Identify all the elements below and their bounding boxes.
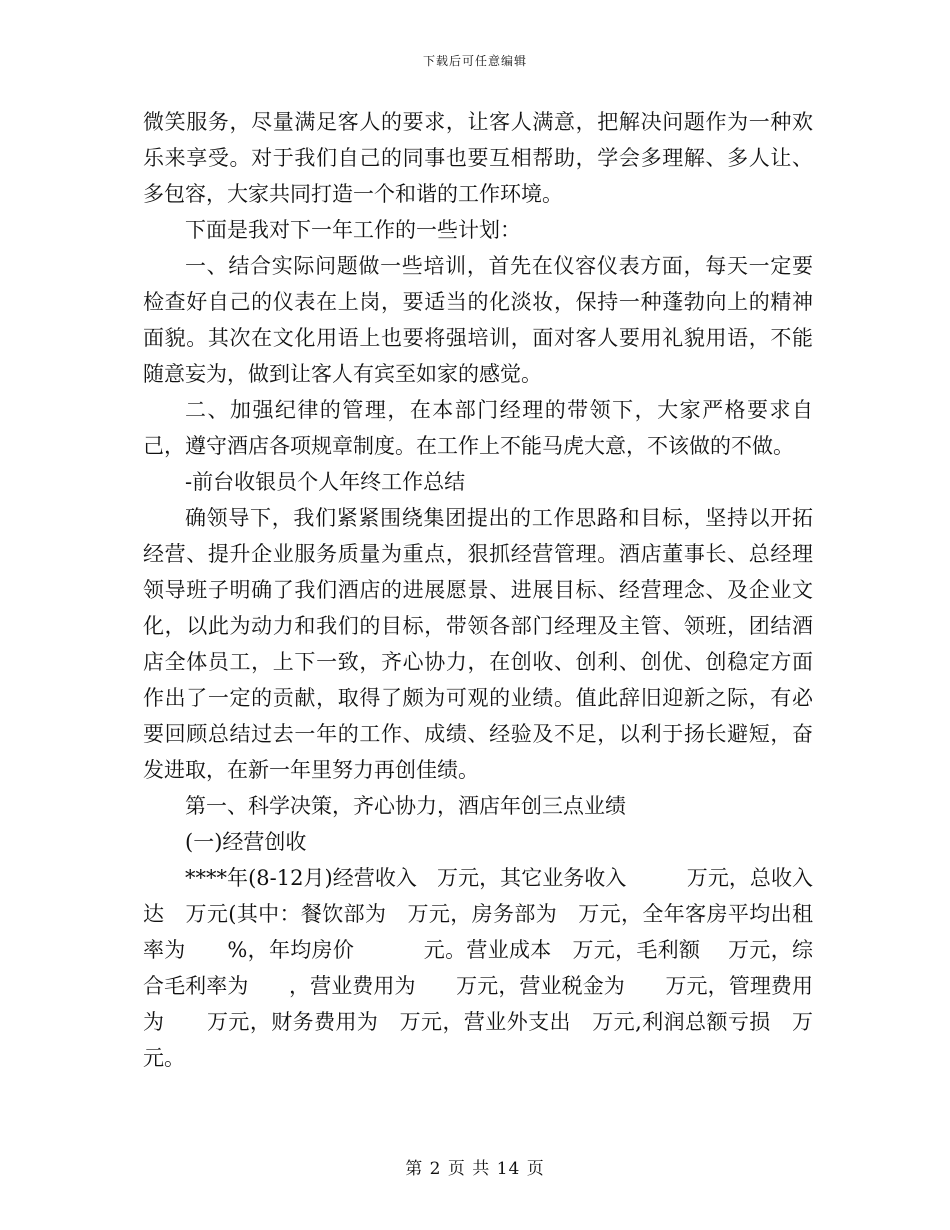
document-body	[143, 104, 813, 1076]
paragraph-1: 微笑服务，尽量满足客人的要求，让客人满意，把解决问题作为一种欢乐来享受。对于我们自己的同事也要互相帮助，学会多理解、多人让、多包容，大家共同打造一个和谐的工作环境。	[143, 110, 813, 206]
paragraph-6: 确领导下，我们紧紧围绕集团提出的工作思路和目标，坚持以开拓经营、提升企业服务质量为重点，狠抓经营管理。酒店董事长、总经理领导班子明确了我们酒店的进展愿景、进展目标、经营理念、及企业文化，以此为动力和我们的目标，带领各部门经理及主管、领班，团结酒店全体员工，上下一致，齐心协力，在创收、创利、创优、创稳定方面作出了一定的贡献，取得了颇为可观的业绩。值此辞旧迎新之际，有必要回顾总结过去一年的工作、成绩、经验及不足，以利于扬长避短，奋发进取，在新一年里努力再创佳绩。	[143, 506, 813, 782]
paragraph-7: 第一、科学决策，齐心协力，酒店年创三点业绩	[185, 794, 626, 818]
page-footer: 第 2 页 共 14 页	[405, 1159, 545, 1179]
paragraph-3: 一、结合实际问题做一些培训，首先在仪容仪表方面，每天一定要检查好自己的仪表在上岗，要适当的化淡妆，保持一种蓬勃向上的精神面貌。其次在文化用语上也要将强培训，面对客人要用礼貌用语，不能随意妄为，做到让客人有宾至如家的感觉。	[143, 254, 813, 386]
paragraph-5: -前台收银员个人年终工作总结	[185, 470, 466, 494]
page-header: 下载后可任意编辑	[422, 54, 527, 68]
paragraph-4: 二、加强纪律的管理，在本部门经理的带领下，大家严格要求自己，遵守酒店各项规章制度。在工作上不能马虎大意，不该做的不做。	[143, 398, 813, 458]
paragraph-9: ****年(8-12月)经营收入 万元，其它业务收入 万元，总收入达 万元(其中：餐饮部为 万元，房务部为 万元，全年客房平均出租率为 %，年均房价 元。营业成本 万元，毛利额 万元，综合毛利率为 ，营业费用为 万元，营业税金为 万元，管理费用为 万元，财务费用为 万元，营业外支出 万元,利润总额亏损 万元。	[143, 866, 813, 1070]
paragraph-2: 下面是我对下一年工作的一些计划：	[185, 218, 521, 242]
paragraph-8: (一)经营创收	[185, 830, 307, 854]
